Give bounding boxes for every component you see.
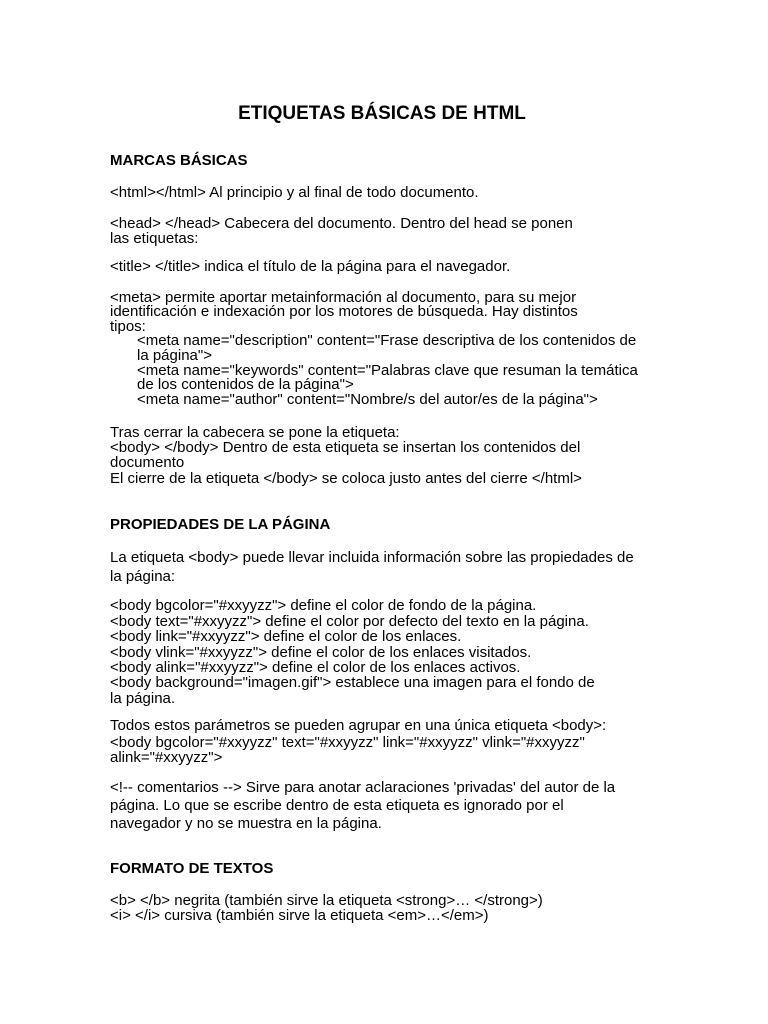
section-heading-formato-textos: FORMATO DE TEXTOS xyxy=(110,860,274,877)
italic-tag-line: <i> </i> cursiva (también sirve la etiqueta <em>…</em>) xyxy=(110,907,489,924)
meta-description-line-2: la página"> xyxy=(137,347,212,364)
group-params-line-3: alink="#xxyyzz"> xyxy=(110,749,223,766)
properties-intro-line-2: la página: xyxy=(110,568,176,585)
body-tag-line-1: Tras cerrar la cabecera se pone la etiqueta: xyxy=(110,424,400,441)
meta-tag-line-3: tipos: xyxy=(110,318,146,335)
body-alink-line: <body alink="#xxyyzz"> define el color de los enlaces activos. xyxy=(110,659,521,676)
body-tag-line-3: documento xyxy=(110,454,185,471)
html-tag-line: <html></html> Al principio y al final de todo documento. xyxy=(110,184,479,201)
body-bgcolor-line: <body bgcolor="#xxyyzz"> define el color de fondo de la página. xyxy=(110,597,537,614)
document-title: ETIQUETAS BÁSICAS DE HTML xyxy=(238,103,526,124)
title-tag-line: <title> </title> indica el título de la página para el navegador. xyxy=(110,258,511,275)
comment-line-1: <!-- comentarios --> Sirve para anotar aclaraciones 'privadas' del autor de la xyxy=(110,779,616,796)
properties-intro-line-1: La etiqueta <body> puede llevar incluida información sobre las propiedades de xyxy=(110,549,634,566)
body-background-line-2: la página. xyxy=(110,690,176,707)
meta-tag-line-2: identificación e indexación por los motores de búsqueda. Hay distintos xyxy=(110,303,578,320)
body-tag-line-4: El cierre de la etiqueta </body> se coloca justo antes del cierre </html> xyxy=(110,470,582,487)
section-heading-marcas-basicas: MARCAS BÁSICAS xyxy=(110,152,248,169)
body-vlink-line: <body vlink="#xxyyzz"> define el color de los enlaces visitados. xyxy=(110,644,532,661)
head-tag-line-2: las etiquetas: xyxy=(110,230,199,247)
body-background-line-1: <body background="imagen.gif"> establece una imagen para el fondo de xyxy=(110,674,595,691)
body-tag-line-2: <body> </body> Dentro de esta etiqueta se insertan los contenidos del xyxy=(110,439,581,456)
head-tag-line-1: <head> </head> Cabecera del documento. Dentro del head se ponen xyxy=(110,215,573,232)
meta-keywords-line-1: <meta name="keywords" content="Palabras clave que resuman la temática xyxy=(137,362,638,379)
bold-tag-line: <b> </b> negrita (también sirve la etiqueta <strong>… </strong>) xyxy=(110,892,543,909)
meta-author-line: <meta name="author" content="Nombre/s del autor/es de la página"> xyxy=(137,391,598,408)
body-text-line: <body text="#xxyyzz"> define el color por defecto del texto en la página. xyxy=(110,613,589,630)
comment-line-3: navegador y no se muestra en la página. xyxy=(110,815,382,832)
meta-description-line-1: <meta name="description" content="Frase descriptiva de los contenidos de xyxy=(137,332,637,349)
group-params-line-1: Todos estos parámetros se pueden agrupar en una única etiqueta <body>: xyxy=(110,717,607,734)
meta-tag-line-1: <meta> permite aportar metainformación al documento, para su mejor xyxy=(110,289,577,306)
comment-line-2: página. Lo que se escribe dentro de esta etiqueta es ignorado por el xyxy=(110,797,564,814)
body-link-line: <body link="#xxyyzz"> define el color de los enlaces. xyxy=(110,628,462,645)
meta-keywords-line-2: de los contenidos de la página"> xyxy=(137,376,354,393)
group-params-line-2: <body bgcolor="#xxyyzz" text="#xxyyzz" link="#xxyyzz" vlink="#xxyyzz" xyxy=(110,734,585,751)
section-heading-propiedades: PROPIEDADES DE LA PÁGINA xyxy=(110,516,331,533)
